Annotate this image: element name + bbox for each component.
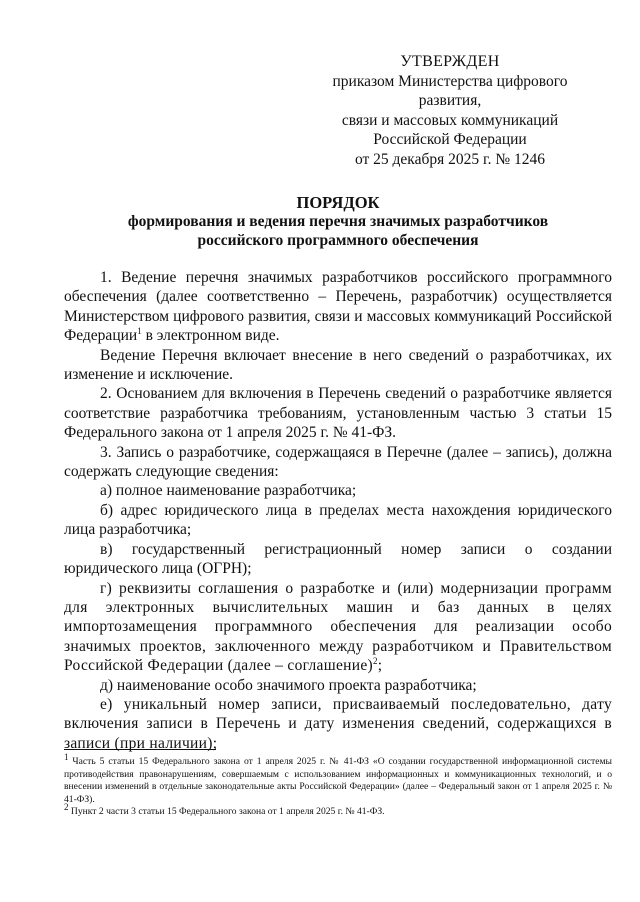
approval-heading: УТВЕРЖДЕН <box>400 53 500 70</box>
approval-line-1: приказом Министерства цифрового развития, <box>332 72 568 109</box>
footnote-2: $^2$ Пункт 2 части 3 статьи 15 Федерального закона от 1 апреля 2025 г. № 41-ФЗ. <box>64 801 385 817</box>
paragraph-1: 1. Ведение перечня значимых разработчиков российского программного обеспечения (далее соответственно – Перечень, разработчик) осуществляется Министерством цифрового развития, связи и массовых коммуникаций Российской Федерации$^1$ в электронном виде. <box>64 269 612 345</box>
document-title <box>64 193 612 250</box>
title-line-2: российского программного обеспечения <box>197 232 479 249</box>
footnote-ref-2: 2 <box>372 655 378 666</box>
list-item-b: б) адрес юридического лица в пределах места нахождения юридического лица разработчика; <box>64 501 612 539</box>
document-body <box>64 268 612 753</box>
paragraph-2: Ведение Перечня включает внесение в него сведений о разработчиках, их изменение и исключение. <box>64 346 612 384</box>
title-main: ПОРЯДОК <box>296 193 380 212</box>
list-item-e: е) уникальный номер записи, присваиваемый последовательно, дату включения записи в Перечень и дату изменения сведений, содержащихся в записи (при наличии); <box>64 695 612 752</box>
paragraph-4: 3. Запись о разработчике, содержащаяся в Перечне (далее – запись), должна содержать следующие сведения: <box>64 443 612 481</box>
footnote-divider <box>64 749 216 750</box>
footnote-1: $^1$ Часть 5 статьи 15 Федерального закона от 1 апреля 2025 г. № 41-ФЗ «О создании государственной информационной системы противодействия правонарушениям, совершаемым с использованием информационных и коммуникационных технологий, и о внесении изменений в отдельные законодательные акты Российской Федерации» (далее – Федеральный закон от 1 апреля 2025 г. № 41-ФЗ). <box>64 751 612 805</box>
approval-stamp <box>300 52 600 169</box>
paragraph-3: 2. Основанием для включения в Перечень сведений о разработчике является соответствие разработчика требованиям, установленным частью 3 статьи 15 Федерального закона от 1 апреля 2025 г. № 41-ФЗ. <box>64 385 612 442</box>
footnote-ref-1: 1 <box>137 326 142 337</box>
list-item-a: а) полное наименование разработчика; <box>100 482 357 500</box>
list-item-v: в) государственный регистрационный номер записи о создании юридического лица (ОГРН); <box>64 540 612 578</box>
list-item-g: г) реквизиты соглашения о разработке и (или) модернизации программ для электронных вычислительных машин и баз данных в целях импортозамещения программного обеспечения для реализации особо значимых проектов, заключенного между разработчиком и Правительством Российской Федерации (далее – соглашение)$^2$; <box>64 579 612 675</box>
list-item-d: д) наименование особо значимого проекта разработчика; <box>100 676 477 694</box>
approval-line-3: Российской Федерации <box>373 131 527 148</box>
approval-line-2: связи и массовых коммуникаций <box>341 111 559 129</box>
approval-date: от 25 декабря 2025 г. № 1246 <box>354 150 546 168</box>
footnotes <box>64 751 612 819</box>
title-line-1: формирования и ведения перечня значимых разработчиков <box>127 213 549 230</box>
